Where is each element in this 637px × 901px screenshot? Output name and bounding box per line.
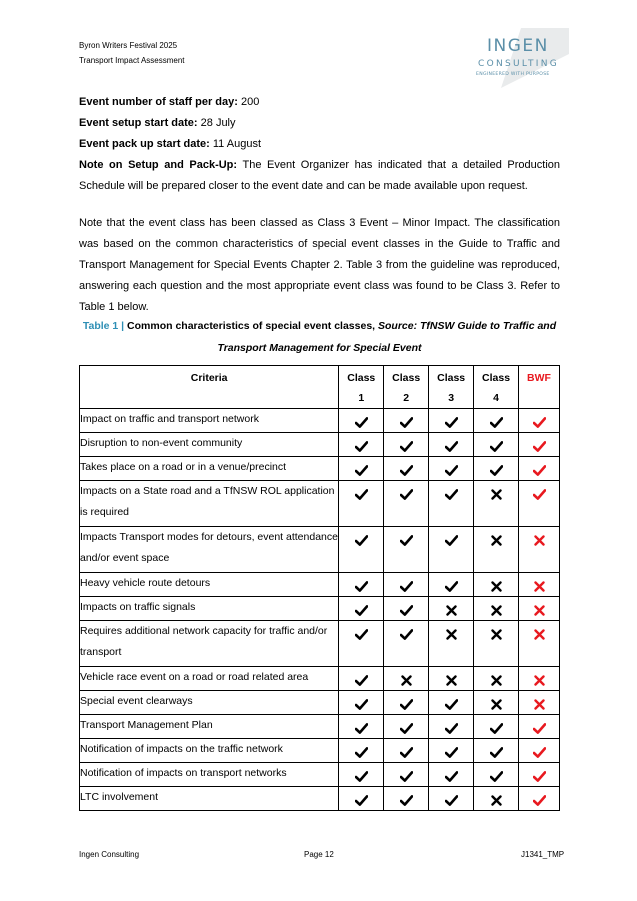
- criteria-cell: Special event clearways: [80, 691, 339, 715]
- criteria-cell: Notification of impacts on the traffic network: [80, 739, 339, 763]
- checkmark-icon: [474, 433, 518, 455]
- checkmark-icon: [339, 597, 383, 619]
- checkmark-icon: [339, 691, 383, 713]
- table-row: [80, 481, 560, 527]
- table-header-row: [80, 366, 560, 409]
- class-4-cell: [474, 527, 519, 573]
- checkmark-icon: [384, 409, 428, 431]
- criteria-cell: Transport Management Plan: [80, 715, 339, 739]
- bwf-cell: [519, 739, 560, 763]
- footer-document-ref: J1341_TMP: [521, 850, 565, 859]
- cross-icon: [474, 573, 518, 595]
- checkmark-icon: [519, 715, 559, 737]
- checkmark-icon: [429, 433, 473, 455]
- checkmark-icon: [519, 481, 559, 503]
- class-1-cell: [339, 433, 384, 457]
- class-4-cell: [474, 715, 519, 739]
- checkmark-icon: [474, 763, 518, 785]
- table-caption: [79, 315, 560, 359]
- cross-icon: [429, 621, 473, 643]
- bwf-cell: [519, 667, 560, 691]
- checkmark-icon: [339, 481, 383, 503]
- table-row: [80, 739, 560, 763]
- checkmark-icon: [339, 433, 383, 455]
- footer-page-number: Page 12: [304, 850, 334, 859]
- class-2-cell: [384, 409, 429, 433]
- setup-start-date: Event setup start date: 28 July: [79, 117, 236, 129]
- class-4-cell: [474, 481, 519, 527]
- class-3-cell: [429, 691, 474, 715]
- bwf-cell: [519, 787, 560, 811]
- table-row: [80, 457, 560, 481]
- checkmark-icon: [384, 739, 428, 761]
- bwf-cell: [519, 763, 560, 787]
- class-4-cell: [474, 787, 519, 811]
- class-2-cell: [384, 481, 429, 527]
- class-3-cell: [429, 597, 474, 621]
- class-1-cell: [339, 739, 384, 763]
- criteria-cell: Takes place on a road or in a venue/precinct: [80, 457, 339, 481]
- cross-icon: [429, 597, 473, 619]
- bwf-cell: [519, 527, 560, 573]
- header-class-3: Class 3: [429, 366, 474, 409]
- checkmark-icon: [339, 621, 383, 643]
- checkmark-icon: [429, 787, 473, 809]
- class-3-cell: [429, 527, 474, 573]
- checkmark-icon: [519, 739, 559, 761]
- checkmark-icon: [339, 409, 383, 431]
- company-logo: [473, 24, 573, 90]
- criteria-cell: LTC involvement: [80, 787, 339, 811]
- class-4-cell: [474, 763, 519, 787]
- table-row: [80, 621, 560, 667]
- class-3-cell: [429, 739, 474, 763]
- logo-tagline: ENGINEERED WITH PURPOSE: [476, 72, 550, 77]
- checkmark-icon: [429, 527, 473, 549]
- checkmark-icon: [339, 763, 383, 785]
- checkmark-icon: [384, 691, 428, 713]
- checkmark-icon: [429, 739, 473, 761]
- class-4-cell: [474, 739, 519, 763]
- header-project-title: Byron Writers Festival 2025: [79, 41, 178, 50]
- table-row: [80, 433, 560, 457]
- cross-icon: [519, 527, 559, 549]
- checkmark-icon: [474, 409, 518, 431]
- class-2-cell: [384, 739, 429, 763]
- bwf-cell: [519, 573, 560, 597]
- checkmark-icon: [339, 667, 383, 689]
- class-1-cell: [339, 573, 384, 597]
- table-row: [80, 787, 560, 811]
- checkmark-icon: [429, 573, 473, 595]
- checkmark-icon: [474, 457, 518, 479]
- class-4-cell: [474, 409, 519, 433]
- class-4-cell: [474, 573, 519, 597]
- class-2-cell: [384, 715, 429, 739]
- table-caption-source: Source: TfNSW Guide to Traffic and Transport Management for Special Event: [217, 320, 557, 354]
- checkmark-icon: [384, 573, 428, 595]
- table-row: [80, 597, 560, 621]
- checkmark-icon: [384, 527, 428, 549]
- classification-paragraph: Note that the event class has been classed as Class 3 Event – Minor Impact. The classification was based on the common characteristics of special event classes in the Guide to Traffic and Transport Management for Special Events Chapter 2. Table 3 from the guideline was reproduced, answering each question and the most appropriate event class was found to be Class 3. Refer to Table 1 below.: [79, 217, 560, 313]
- bwf-cell: [519, 691, 560, 715]
- class-3-cell: [429, 573, 474, 597]
- checkmark-icon: [339, 715, 383, 737]
- class-1-cell: [339, 621, 384, 667]
- header-bwf: BWF: [519, 366, 560, 409]
- header-class-2: Class 2: [384, 366, 429, 409]
- staff-per-day: Event number of staff per day: 200: [79, 96, 260, 108]
- class-3-cell: [429, 481, 474, 527]
- checkmark-icon: [384, 787, 428, 809]
- class-3-cell: [429, 433, 474, 457]
- checkmark-icon: [429, 409, 473, 431]
- bwf-cell: [519, 621, 560, 667]
- checkmark-icon: [339, 739, 383, 761]
- checkmark-icon: [384, 763, 428, 785]
- header-class-1: Class 1: [339, 366, 384, 409]
- event-class-table: [79, 365, 560, 811]
- criteria-cell: Notification of impacts on transport networks: [80, 763, 339, 787]
- checkmark-icon: [519, 763, 559, 785]
- cross-icon: [519, 667, 559, 689]
- class-2-cell: [384, 597, 429, 621]
- bwf-cell: [519, 597, 560, 621]
- class-2-cell: [384, 691, 429, 715]
- class-4-cell: [474, 667, 519, 691]
- checkmark-icon: [384, 715, 428, 737]
- bwf-cell: [519, 481, 560, 527]
- class-1-cell: [339, 481, 384, 527]
- bwf-cell: [519, 457, 560, 481]
- header-criteria: Criteria: [80, 366, 339, 409]
- class-2-cell: [384, 433, 429, 457]
- checkmark-icon: [519, 433, 559, 455]
- class-1-cell: [339, 597, 384, 621]
- cross-icon: [474, 481, 518, 503]
- class-2-cell: [384, 667, 429, 691]
- packup-start-date: Event pack up start date: 11 August: [79, 138, 261, 150]
- table-caption-label: Table 1 |: [82, 320, 125, 332]
- checkmark-icon: [519, 409, 559, 431]
- class-4-cell: [474, 433, 519, 457]
- class-3-cell: [429, 787, 474, 811]
- checkmark-icon: [429, 691, 473, 713]
- bwf-cell: [519, 715, 560, 739]
- class-2-cell: [384, 787, 429, 811]
- checkmark-icon: [474, 739, 518, 761]
- criteria-cell: Requires additional network capacity for traffic and/or transport: [80, 621, 339, 667]
- class-2-cell: [384, 527, 429, 573]
- class-3-cell: [429, 621, 474, 667]
- class-3-cell: [429, 763, 474, 787]
- footer-company: Ingen Consulting: [79, 850, 140, 859]
- table-row: [80, 409, 560, 433]
- table-row: [80, 691, 560, 715]
- checkmark-icon: [339, 573, 383, 595]
- class-1-cell: [339, 527, 384, 573]
- class-1-cell: [339, 715, 384, 739]
- criteria-cell: Impacts Transport modes for detours, event attendance and/or event space: [80, 527, 339, 573]
- criteria-cell: Impact on traffic and transport network: [80, 409, 339, 433]
- table-row: [80, 527, 560, 573]
- criteria-cell: Vehicle race event on a road or road related area: [80, 667, 339, 691]
- cross-icon: [474, 621, 518, 643]
- checkmark-icon: [429, 763, 473, 785]
- class-1-cell: [339, 763, 384, 787]
- header-class-4: Class 4: [474, 366, 519, 409]
- checkmark-icon: [429, 715, 473, 737]
- checkmark-icon: [339, 527, 383, 549]
- table-row: [80, 715, 560, 739]
- class-1-cell: [339, 787, 384, 811]
- checkmark-icon: [384, 457, 428, 479]
- cross-icon: [474, 597, 518, 619]
- table-caption-text: Common characteristics of special event classes,: [124, 320, 376, 332]
- class-1-cell: [339, 457, 384, 481]
- table-row: [80, 573, 560, 597]
- checkmark-icon: [474, 715, 518, 737]
- class-3-cell: [429, 457, 474, 481]
- cross-icon: [429, 667, 473, 689]
- checkmark-icon: [384, 597, 428, 619]
- checkmark-icon: [339, 787, 383, 809]
- header-document-title: Transport Impact Assessment: [79, 56, 185, 65]
- class-1-cell: [339, 667, 384, 691]
- table-row: [80, 763, 560, 787]
- class-2-cell: [384, 763, 429, 787]
- setup-packup-note: Note on Setup and Pack-Up: The Event Organizer has indicated that a detailed Production Schedule will be prepared closer to the event date and can be made available upon request.: [79, 159, 560, 192]
- logo-word-consulting: CONSULTING: [478, 59, 560, 69]
- checkmark-icon: [384, 621, 428, 643]
- criteria-cell: Impacts on a State road and a TfNSW ROL application is required: [80, 481, 339, 527]
- table-row: [80, 667, 560, 691]
- checkmark-icon: [384, 481, 428, 503]
- cross-icon: [519, 597, 559, 619]
- checkmark-icon: [339, 457, 383, 479]
- class-3-cell: [429, 715, 474, 739]
- class-2-cell: [384, 457, 429, 481]
- cross-icon: [474, 691, 518, 713]
- class-2-cell: [384, 621, 429, 667]
- checkmark-icon: [519, 457, 559, 479]
- class-4-cell: [474, 457, 519, 481]
- criteria-cell: Impacts on traffic signals: [80, 597, 339, 621]
- class-4-cell: [474, 621, 519, 667]
- class-1-cell: [339, 691, 384, 715]
- criteria-cell: Heavy vehicle route detours: [80, 573, 339, 597]
- class-2-cell: [384, 573, 429, 597]
- cross-icon: [474, 787, 518, 809]
- cross-icon: [474, 527, 518, 549]
- bwf-cell: [519, 433, 560, 457]
- checkmark-icon: [519, 787, 559, 809]
- cross-icon: [519, 573, 559, 595]
- criteria-cell: Disruption to non-event community: [80, 433, 339, 457]
- bwf-cell: [519, 409, 560, 433]
- class-4-cell: [474, 597, 519, 621]
- class-3-cell: [429, 667, 474, 691]
- cross-icon: [474, 667, 518, 689]
- checkmark-icon: [384, 433, 428, 455]
- cross-icon: [519, 691, 559, 713]
- class-1-cell: [339, 409, 384, 433]
- checkmark-icon: [429, 481, 473, 503]
- cross-icon: [384, 667, 428, 689]
- cross-icon: [519, 621, 559, 643]
- class-3-cell: [429, 409, 474, 433]
- checkmark-icon: [429, 457, 473, 479]
- event-details: [79, 92, 560, 197]
- logo-word-ingen: INGEN: [487, 36, 549, 56]
- class-4-cell: [474, 691, 519, 715]
